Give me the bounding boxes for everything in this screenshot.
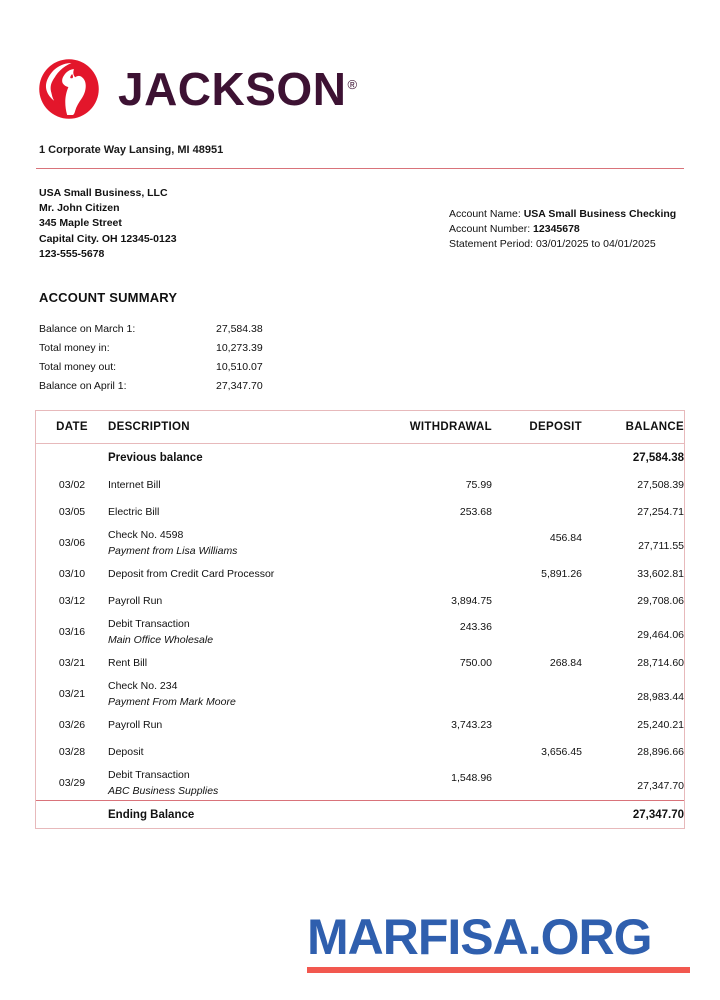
watermark-underline xyxy=(307,967,690,973)
row-deposit xyxy=(492,765,582,801)
table-row xyxy=(36,614,684,649)
row-description: Deposit xyxy=(108,745,144,758)
row-description-sub: Main Office Wholesale xyxy=(108,633,214,646)
ending-balance-amount: 27,347.70 xyxy=(582,801,684,829)
row-date: 03/21 xyxy=(58,687,86,700)
table-row xyxy=(36,738,684,765)
column-header-withdrawal: WITHDRAWAL xyxy=(381,411,492,444)
bank-wordmark xyxy=(118,63,358,115)
row-description-sub: ABC Business Supplies xyxy=(108,784,219,797)
row-description xyxy=(108,525,381,560)
table-row xyxy=(36,560,684,587)
statement-period-value: 03/01/2025 to 04/01/2025 xyxy=(535,238,656,251)
customer-line-company: USA Small Business, LLC xyxy=(39,187,168,199)
account-number-label: Account Number: xyxy=(449,223,531,236)
column-header-deposit: DEPOSIT xyxy=(492,411,582,444)
row-date: 03/21 xyxy=(58,656,86,669)
previous-balance-withdrawal xyxy=(381,444,492,472)
row-withdrawal: 3,743.23 xyxy=(451,718,492,731)
table-row xyxy=(36,525,684,560)
account-number-value: 12345678 xyxy=(533,223,580,236)
row-description-sub: Payment From Mark Moore xyxy=(108,695,236,708)
summary-value: 27,584.38 xyxy=(216,323,263,335)
account-number-row xyxy=(449,222,676,237)
row-withdrawal xyxy=(381,738,492,765)
row-description xyxy=(108,765,381,801)
ending-balance-deposit xyxy=(492,801,582,829)
row-balance: 25,240.21 xyxy=(637,718,684,731)
row-withdrawal: 750.00 xyxy=(459,656,492,669)
summary-label: Total money in: xyxy=(39,342,110,354)
row-balance: 29,464.06 xyxy=(637,629,684,641)
row-deposit xyxy=(492,676,582,711)
summary-label: Balance on March 1: xyxy=(39,323,136,335)
table-row xyxy=(36,649,684,676)
row-withdrawal xyxy=(381,525,492,560)
row-description: Internet Bill xyxy=(108,478,161,491)
customer-address-block xyxy=(39,186,177,262)
previous-balance-date xyxy=(36,444,108,472)
previous-balance-deposit xyxy=(492,444,582,472)
account-name-row xyxy=(449,207,676,222)
customer-line-street: 345 Maple Street xyxy=(39,217,122,230)
row-deposit: 456.84 xyxy=(549,532,582,544)
account-name-label: Account Name: xyxy=(449,208,521,220)
summary-row xyxy=(39,358,336,377)
row-description: Deposit from Credit Card Processor xyxy=(108,567,275,580)
summary-value: 27,347.70 xyxy=(216,380,263,392)
row-description-main: Debit Transaction xyxy=(108,768,190,781)
row-description: Rent Bill xyxy=(108,656,148,669)
row-description: Electric Bill xyxy=(108,505,160,518)
row-description: Payroll Run xyxy=(108,594,163,607)
row-deposit: 5,891.26 xyxy=(541,567,582,580)
row-description xyxy=(108,676,381,711)
previous-balance-label: Previous balance xyxy=(108,451,203,464)
summary-value: 10,510.07 xyxy=(216,361,263,373)
ending-balance-withdrawal xyxy=(381,801,492,829)
statement-period-row xyxy=(449,237,676,252)
row-balance: 27,508.39 xyxy=(637,478,684,491)
row-date: 03/29 xyxy=(58,776,86,789)
row-deposit xyxy=(492,498,582,525)
bank-address: 1 Corporate Way Lansing, MI 48951 xyxy=(39,144,224,156)
row-balance: 29,708.06 xyxy=(637,594,684,607)
account-summary-title: ACCOUNT SUMMARY xyxy=(39,290,178,305)
ending-balance-label: Ending Balance xyxy=(108,801,381,829)
registered-trademark-icon: ® xyxy=(347,76,358,92)
row-withdrawal xyxy=(381,560,492,587)
row-description-main: Check No. 4598 xyxy=(108,528,184,541)
ending-balance-date xyxy=(36,801,108,829)
row-withdrawal: 253.68 xyxy=(459,505,492,518)
transactions-table xyxy=(36,411,684,828)
row-deposit xyxy=(492,471,582,498)
row-withdrawal: 243.36 xyxy=(459,621,492,633)
row-description-main: Check No. 234 xyxy=(108,679,178,692)
header-divider xyxy=(36,168,684,169)
account-meta-block xyxy=(449,207,676,253)
row-date: 03/16 xyxy=(58,625,86,638)
account-summary-table xyxy=(39,320,336,396)
table-row xyxy=(36,471,684,498)
statement-period-label: Statement Period: xyxy=(449,238,534,251)
transactions-header-row xyxy=(36,411,684,444)
row-deposit: 3,656.45 xyxy=(541,745,582,758)
row-balance: 28,896.66 xyxy=(637,745,684,758)
bank-name-text: JACKSON xyxy=(118,63,347,115)
row-description-sub: Payment from Lisa Williams xyxy=(108,544,238,557)
table-row xyxy=(36,765,684,801)
row-date: 03/26 xyxy=(58,718,86,731)
previous-balance-amount: 27,584.38 xyxy=(632,451,684,464)
table-row xyxy=(36,498,684,525)
customer-line-phone: 123-555-5678 xyxy=(39,247,105,260)
summary-label: Total money out: xyxy=(39,361,117,373)
row-description-main: Debit Transaction xyxy=(108,617,190,630)
ending-balance-row xyxy=(36,801,684,829)
table-row xyxy=(36,676,684,711)
row-date: 03/10 xyxy=(58,567,86,580)
summary-label: Balance on April 1: xyxy=(39,380,127,392)
transactions-body xyxy=(36,444,684,829)
row-balance: 28,983.44 xyxy=(637,691,684,703)
row-withdrawal: 1,548.96 xyxy=(451,772,492,784)
row-balance: 27,254.71 xyxy=(637,505,684,518)
row-deposit xyxy=(492,711,582,738)
column-header-description: DESCRIPTION xyxy=(108,411,381,444)
summary-row xyxy=(39,320,336,339)
row-balance: 33,602.81 xyxy=(637,567,684,580)
customer-line-contact: Mr. John Citizen xyxy=(39,202,120,215)
column-header-balance: BALANCE xyxy=(582,411,684,444)
jackson-horse-logo-icon xyxy=(38,58,100,120)
row-deposit: 268.84 xyxy=(549,656,582,669)
account-name-value: USA Small Business Checking xyxy=(523,208,677,220)
summary-value: 10,273.39 xyxy=(216,342,263,354)
customer-line-city: Capital City. OH 12345-0123 xyxy=(39,232,177,245)
transactions-table-container xyxy=(35,410,685,829)
row-date: 03/28 xyxy=(58,745,86,758)
row-date: 03/02 xyxy=(58,478,86,491)
previous-balance-row xyxy=(36,444,684,472)
row-description xyxy=(108,614,381,649)
bank-header xyxy=(38,58,358,120)
table-row xyxy=(36,587,684,614)
row-withdrawal: 75.99 xyxy=(465,478,492,491)
table-row xyxy=(36,711,684,738)
row-date: 03/12 xyxy=(58,594,86,607)
summary-row xyxy=(39,339,336,358)
row-withdrawal: 3,894.75 xyxy=(451,594,492,607)
row-deposit xyxy=(492,587,582,614)
row-withdrawal xyxy=(381,676,492,711)
column-header-date: DATE xyxy=(36,411,108,444)
row-balance: 27,711.55 xyxy=(638,540,684,552)
row-balance: 27,347.70 xyxy=(637,780,684,792)
marfisa-watermark xyxy=(307,909,692,973)
row-description: Payroll Run xyxy=(108,718,163,731)
row-date: 03/06 xyxy=(58,536,86,549)
watermark-text: MARFISA.ORG xyxy=(307,909,652,965)
row-date: 03/05 xyxy=(58,505,86,518)
row-balance: 28,714.60 xyxy=(637,656,684,669)
summary-row xyxy=(39,377,336,396)
row-deposit xyxy=(492,614,582,649)
